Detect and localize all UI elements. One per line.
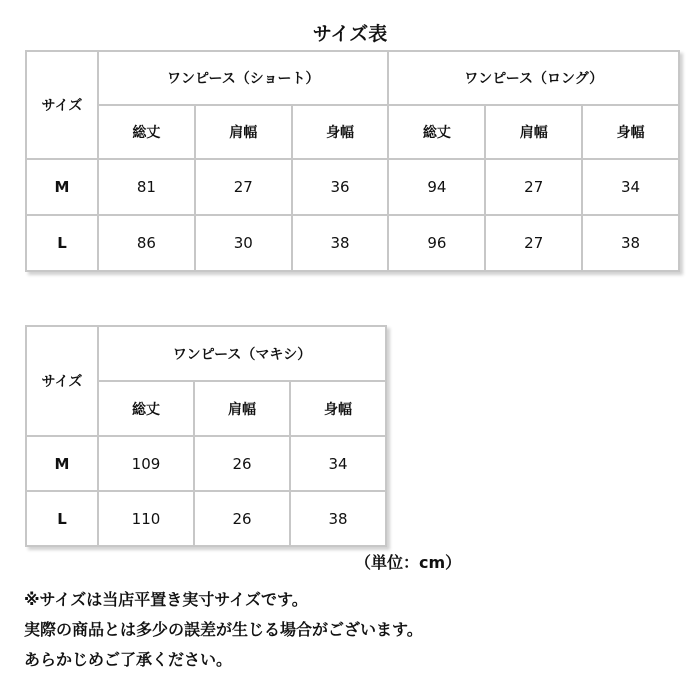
notes bbox=[24, 585, 423, 675]
size-header-cell: サイズ bbox=[26, 51, 98, 159]
value-cell: 96 bbox=[388, 215, 485, 271]
value-cell: 34 bbox=[290, 436, 386, 491]
value-cell: 34 bbox=[582, 159, 679, 215]
value-cell: 38 bbox=[582, 215, 679, 271]
page-title: サイズ表 bbox=[312, 23, 388, 45]
value-cell: 26 bbox=[194, 436, 290, 491]
value-cell: 81 bbox=[98, 159, 195, 215]
column-header: 肩幅 bbox=[194, 381, 290, 436]
value-cell: 27 bbox=[485, 159, 582, 215]
column-header: 総丈 bbox=[98, 381, 194, 436]
value-cell: 38 bbox=[290, 491, 386, 546]
group-header-maxi: ワンピース（マキシ） bbox=[98, 326, 386, 381]
value-cell: 27 bbox=[195, 159, 292, 215]
table-row bbox=[26, 215, 679, 271]
group-header-short: ワンピース（ショート） bbox=[98, 51, 388, 105]
value-cell: 26 bbox=[194, 491, 290, 546]
value-cell: 36 bbox=[292, 159, 389, 215]
value-cell: 109 bbox=[98, 436, 194, 491]
size-label: M bbox=[26, 159, 98, 215]
value-cell: 30 bbox=[195, 215, 292, 271]
size-table-short-long bbox=[25, 50, 680, 272]
size-label: L bbox=[26, 215, 98, 271]
column-header: 肩幅 bbox=[485, 105, 582, 159]
value-cell: 110 bbox=[98, 491, 194, 546]
note-line: 実際の商品とは多少の誤差が生じる場合がございます。 bbox=[24, 620, 423, 639]
group-header-long: ワンピース（ロング） bbox=[388, 51, 679, 105]
size-header-cell: サイズ bbox=[26, 326, 98, 436]
column-header: 肩幅 bbox=[195, 105, 292, 159]
column-header: 身幅 bbox=[292, 105, 389, 159]
table-row bbox=[26, 436, 386, 491]
size-label: M bbox=[26, 436, 98, 491]
column-header: 身幅 bbox=[582, 105, 679, 159]
column-header: 身幅 bbox=[290, 381, 386, 436]
size-label: L bbox=[26, 491, 98, 546]
table-row bbox=[26, 491, 386, 546]
table-row bbox=[26, 159, 679, 215]
column-header: 総丈 bbox=[388, 105, 485, 159]
note-line: あらかじめご了承ください。 bbox=[24, 650, 233, 669]
column-header: 総丈 bbox=[98, 105, 195, 159]
value-cell: 38 bbox=[292, 215, 389, 271]
unit-note: （単位：cm） bbox=[355, 553, 462, 572]
value-cell: 27 bbox=[485, 215, 582, 271]
size-table-maxi bbox=[25, 325, 387, 547]
value-cell: 86 bbox=[98, 215, 195, 271]
note-line: ※サイズは当店平置き実寸サイズです。 bbox=[24, 590, 308, 609]
value-cell: 94 bbox=[388, 159, 485, 215]
